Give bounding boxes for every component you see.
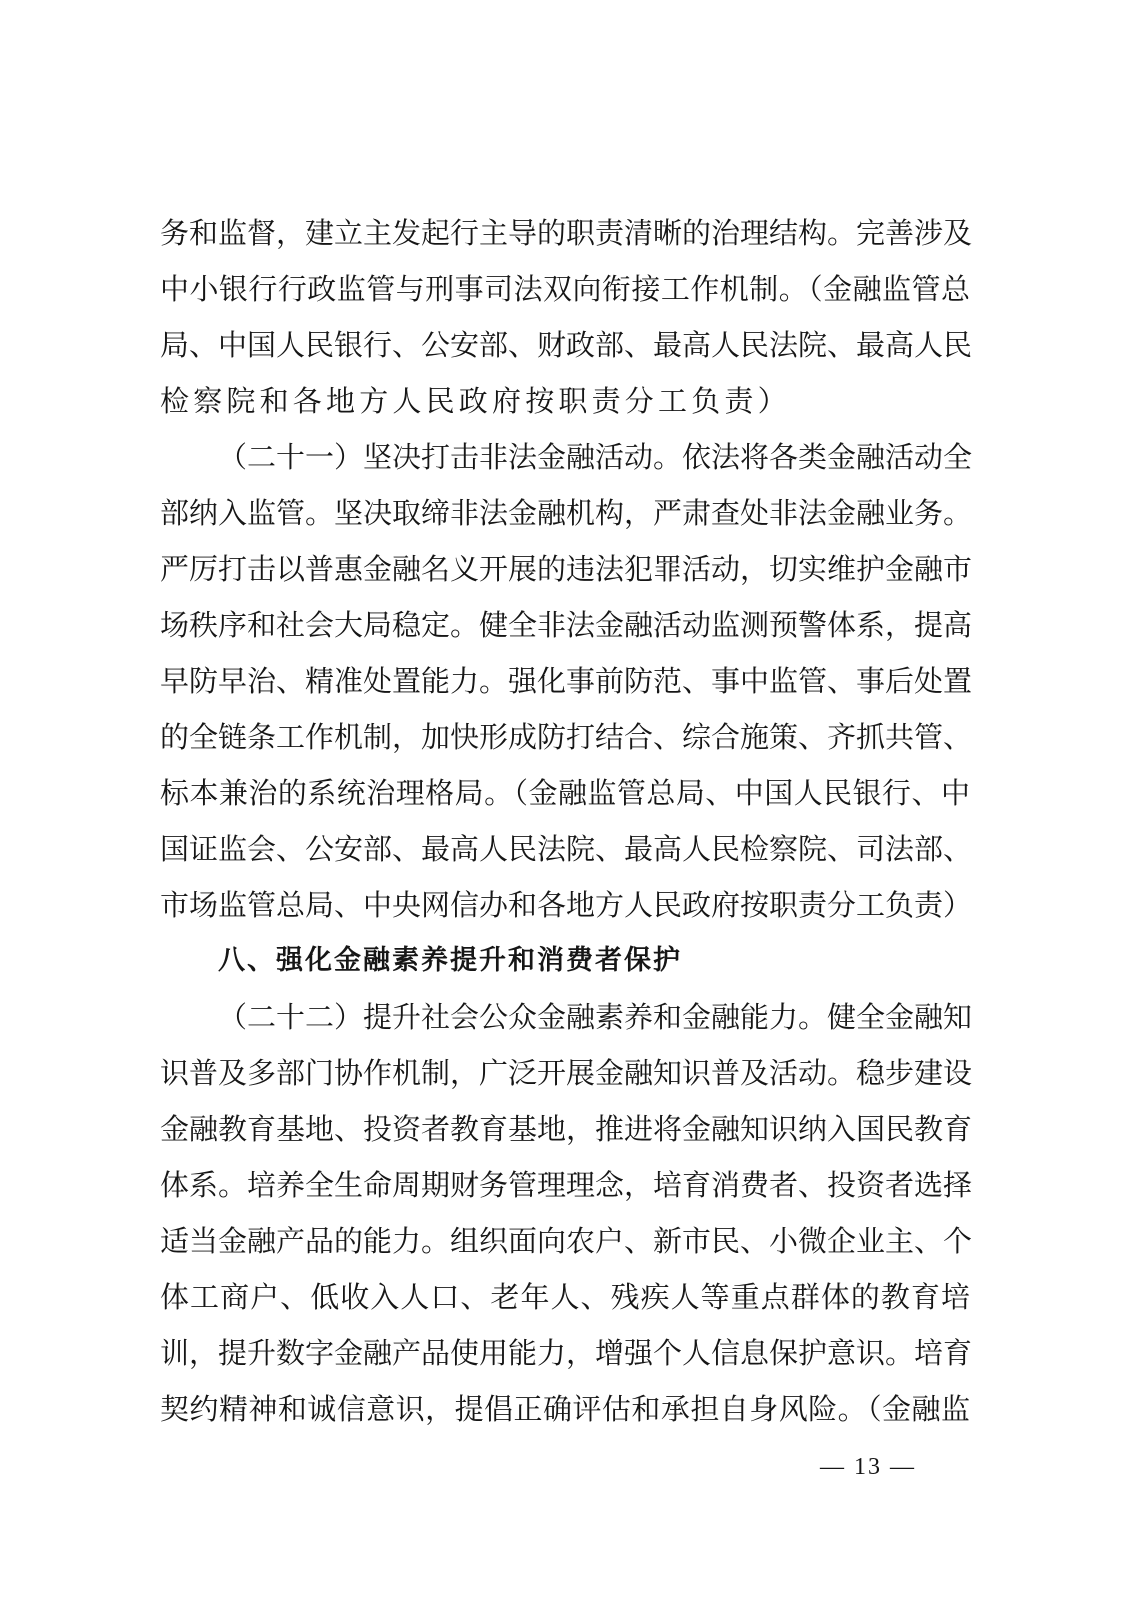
paragraph-line: 早防早治、精准处置能力。强化事前防范、事中监管、事后处置 [160, 664, 973, 698]
paragraph-line: 务和监督，建立主发起行主导的职责清晰的治理结构。完善涉及 [160, 216, 973, 250]
section-heading: 八、强化金融素养提升和消费者保护 [218, 945, 682, 976]
paragraph-line: 识普及多部门协作机制，广泛开展金融知识普及活动。稳步建设 [160, 1056, 973, 1090]
paragraph-line: 标本兼治的系统治理格局。（金融监管总局、中国人民银行、中 [160, 776, 970, 810]
paragraph-line: 中小银行行政监管与刑事司法双向衔接工作机制。（金融监管总 [160, 272, 970, 306]
paragraph-line: 契约精神和诚信意识，提倡正确评估和承担自身风险。（金融监 [160, 1392, 970, 1426]
page-number: — 13 — [820, 1454, 916, 1480]
paragraph-line: 金融教育基地、投资者教育基地，推进将金融知识纳入国民教育 [160, 1112, 973, 1146]
paragraph-line: 检察院和各地方人民政府按职责分工负责） [160, 384, 791, 418]
paragraph-line: 体工商户、低收入人口、老年人、残疾人等重点群体的教育培 [160, 1280, 970, 1314]
paragraph-line: 的全链条工作机制，加快形成防打结合、综合施策、齐抓共管、 [160, 720, 973, 754]
paragraph-line: 适当金融产品的能力。组织面向农户、新市民、小微企业主、个 [160, 1224, 973, 1258]
paragraph-line: （二十二）提升社会公众金融素养和金融能力。健全金融知 [218, 1000, 973, 1034]
paragraph-line: 局、中国人民银行、公安部、财政部、最高人民法院、最高人民 [160, 328, 973, 362]
paragraph-line: 市场监管总局、中央网信办和各地方人民政府按职责分工负责） [160, 888, 973, 922]
paragraph-line: 严厉打击以普惠金融名义开展的违法犯罪活动，切实维护金融市 [160, 552, 973, 586]
paragraph-line: （二十一）坚决打击非法金融活动。依法将各类金融活动全 [218, 440, 973, 474]
paragraph-line: 体系。培养全生命周期财务管理理念，培育消费者、投资者选择 [160, 1168, 973, 1202]
paragraph-line: 训，提升数字金融产品使用能力，增强个人信息保护意识。培育 [160, 1336, 973, 1370]
paragraph-line: 国证监会、公安部、最高人民法院、最高人民检察院、司法部、 [160, 832, 973, 866]
paragraph-line: 场秩序和社会大局稳定。健全非法金融活动监测预警体系，提高 [160, 608, 973, 642]
paragraph-line: 部纳入监管。坚决取缔非法金融机构，严肃查处非法金融业务。 [160, 496, 973, 530]
